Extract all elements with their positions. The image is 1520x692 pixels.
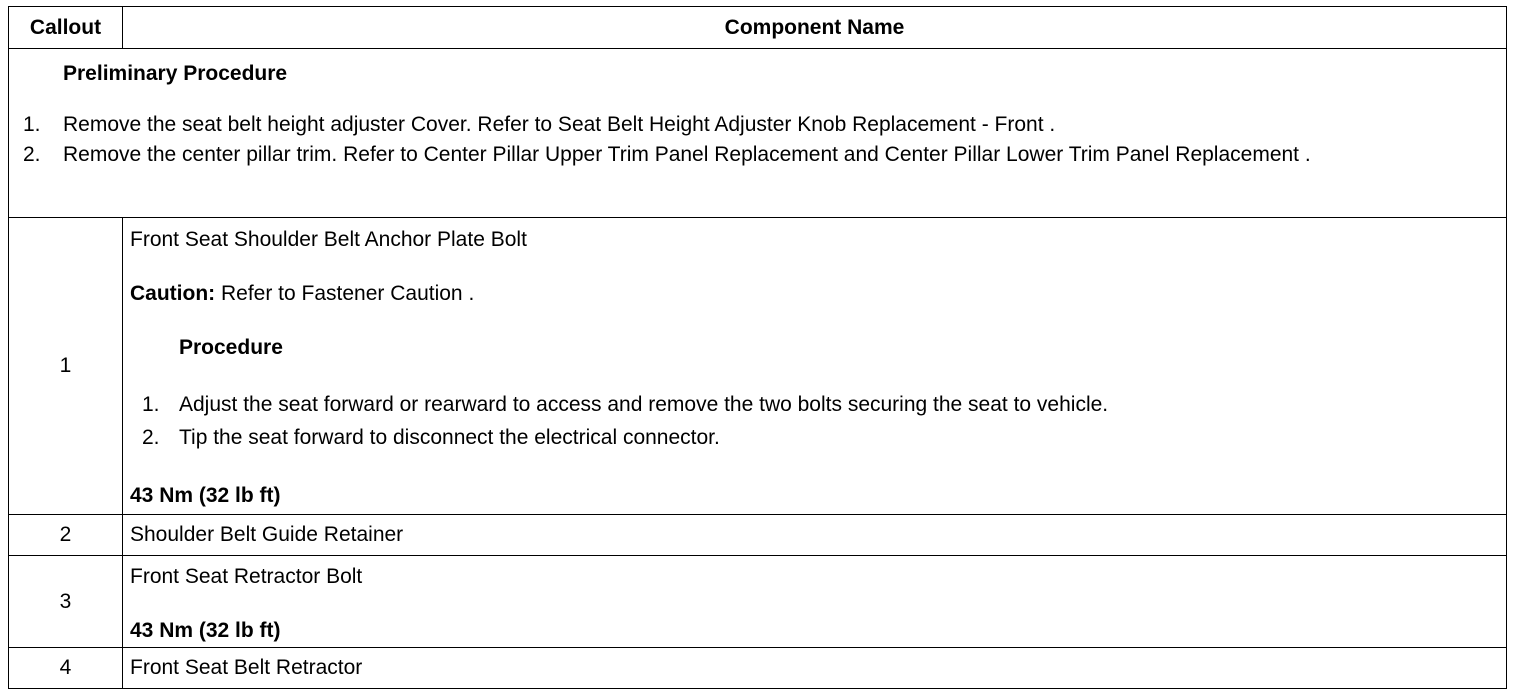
table-row bbox=[9, 556, 1507, 648]
table-row bbox=[9, 218, 1507, 515]
torque-spec: 43 Nm (32 lb ft) bbox=[130, 484, 281, 507]
caution-label: Caution: bbox=[130, 282, 216, 305]
step-number: 2. bbox=[23, 143, 41, 166]
component-table bbox=[8, 6, 1507, 689]
component-name: Front Seat Belt Retractor bbox=[123, 648, 1507, 689]
component-cell bbox=[123, 218, 1507, 515]
list-item bbox=[130, 388, 1506, 421]
callout-cell: 4 bbox=[9, 648, 123, 689]
preliminary-title: Preliminary Procedure bbox=[63, 62, 288, 85]
header-row bbox=[9, 7, 1507, 49]
table-row bbox=[9, 515, 1507, 556]
callout-cell: 3 bbox=[9, 556, 123, 648]
header-component-name: Component Name bbox=[123, 7, 1507, 49]
step-number: 2. bbox=[142, 426, 160, 449]
component-name: Front Seat Retractor Bolt bbox=[130, 565, 363, 588]
component-name: Front Seat Shoulder Belt Anchor Plate Bolt bbox=[130, 228, 527, 251]
preliminary-row bbox=[9, 49, 1507, 218]
preliminary-steps bbox=[23, 110, 1496, 170]
procedure-title: Procedure bbox=[179, 336, 283, 359]
callout-cell: 1 bbox=[9, 218, 123, 515]
table-row bbox=[9, 648, 1507, 689]
caution-line bbox=[130, 282, 1506, 306]
torque-spec: 43 Nm (32 lb ft) bbox=[130, 619, 281, 642]
list-item bbox=[23, 140, 1496, 170]
preliminary-cell bbox=[9, 49, 1507, 218]
step-text: Remove the seat belt height adjuster Cover. Refer to Seat Belt Height Adjuster Knob Replacement - Front . bbox=[63, 113, 1056, 136]
step-number: 1. bbox=[23, 113, 41, 136]
step-text: Remove the center pillar trim. Refer to Center Pillar Upper Trim Panel Replacement and Center Pillar Lower Trim Panel Replacement . bbox=[63, 143, 1311, 166]
caution-text: Refer to Fastener Caution . bbox=[215, 282, 475, 305]
component-cell bbox=[123, 556, 1507, 648]
component-name: Shoulder Belt Guide Retainer bbox=[123, 515, 1507, 556]
step-text: Adjust the seat forward or rearward to access and remove the two bolts securing the seat to vehicle. bbox=[179, 393, 1109, 416]
callout-cell: 2 bbox=[9, 515, 123, 556]
list-item bbox=[23, 110, 1496, 140]
step-number: 1. bbox=[142, 393, 160, 416]
step-text: Tip the seat forward to disconnect the electrical connector. bbox=[179, 426, 720, 449]
procedure-steps bbox=[130, 388, 1506, 454]
header-callout: Callout bbox=[9, 7, 123, 49]
list-item bbox=[130, 421, 1506, 454]
